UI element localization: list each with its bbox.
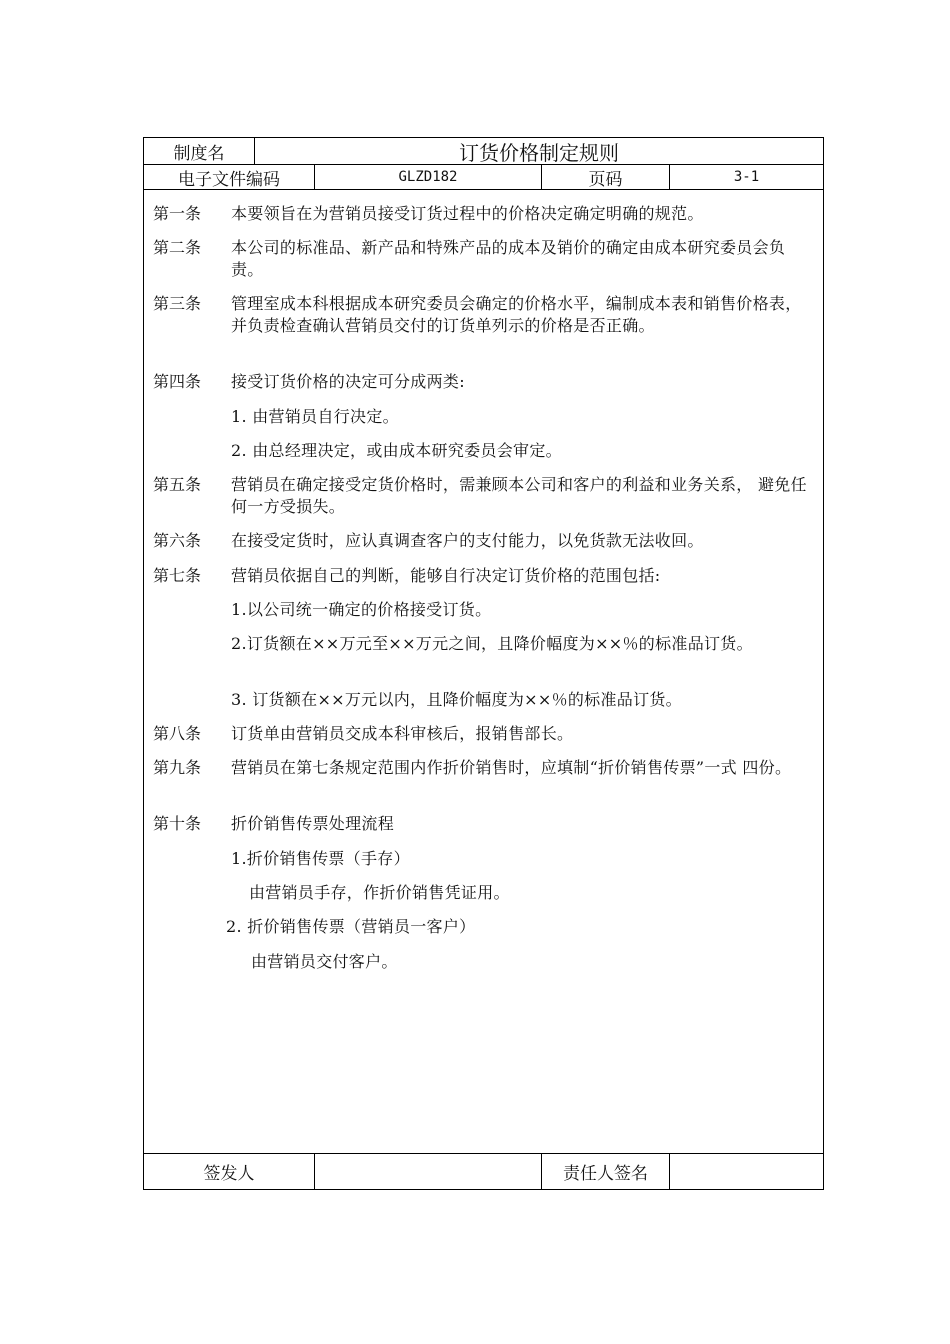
article-label: 第八条 (153, 724, 202, 743)
article-label: 第十条 (153, 814, 202, 833)
article-label: 第九条 (153, 758, 202, 777)
responsible-signature-field (669, 1154, 823, 1189)
issuer-label: 签发人 (203, 1164, 255, 1184)
header-row-title (144, 138, 823, 165)
article-text: 营销员在第七条规定范围内作折价销售时，应填制“折价销售传票”一式 四份。 (231, 758, 792, 777)
page-number: 3-1 (669, 165, 823, 189)
article-text: 本公司的标准品、新产品和特殊产品的成本及销价的确定由成本研究委员会负责。 (231, 238, 786, 279)
article-label: 第六条 (153, 531, 202, 550)
issuer-field (314, 1154, 541, 1189)
article-text: 营销员在确定接受定货价格时，需兼顾本公司和客户的利益和业务关系， 避免任何一方受损失。 (231, 475, 807, 516)
article-label: 第五条 (153, 475, 202, 494)
list-item: 2. 由总经理决定，或由成本研究委员会审定。 (231, 441, 562, 460)
article-label: 第七条 (153, 566, 202, 585)
document-body (144, 194, 823, 1154)
signature-row (144, 1153, 823, 1189)
list-item: 1.以公司统一确定的价格接受订货。 (231, 600, 492, 619)
article-label: 第二条 (153, 238, 202, 257)
header-row-meta (144, 165, 823, 190)
list-item: 由营销员交付客户。 (251, 952, 398, 971)
regulation-document (143, 137, 824, 1190)
article-label: 第四条 (153, 372, 202, 391)
system-name-label: 制度名 (173, 143, 225, 164)
article-text: 折价销售传票处理流程 (231, 814, 395, 833)
article-text: 本要领旨在为营销员接受订货过程中的价格决定确定明确的规范。 (231, 204, 704, 223)
list-item: 1. 由营销员自行决定。 (231, 407, 399, 426)
page-label: 页码 (541, 165, 669, 189)
article-text: 营销员依据自己的判断，能够自行决定订货价格的范围包括: (231, 566, 661, 585)
file-code-label: 电子文件编码 (178, 169, 280, 190)
responsible-signature-label: 责任人签名 (541, 1154, 669, 1189)
list-item: 2.订货额在××万元至××万元之间，且降价幅度为××％的标准品订货。 (231, 634, 753, 653)
list-item: 由营销员手存，作折价销售凭证用。 (249, 883, 510, 902)
list-item: 1.折价销售传票（手存） (231, 849, 410, 868)
document-title: 订货价格制定规则 (254, 138, 823, 164)
list-item: 2. 折价销售传票（营销员一客户） (226, 917, 476, 936)
article-text: 在接受定货时，应认真调查客户的支付能力，以免货款无法收回。 (231, 531, 704, 550)
list-item: 3. 订货额在××万元以内，且降价幅度为××％的标准品订货。 (231, 690, 682, 709)
article-label: 第一条 (153, 204, 202, 223)
file-code-value: GLZD182 (314, 165, 541, 189)
article-text: 接受订货价格的决定可分成两类: (231, 372, 465, 391)
article-text: 订货单由营销员交成本科审核后，报销售部长。 (231, 724, 574, 743)
article-label: 第三条 (153, 294, 202, 313)
article-text: 管理室成本科根据成本研究委员会确定的价格水平，编制成本表和销售价格表，并负责检查确认营销员交付的订货单列示的价格是否正确。 (231, 294, 802, 335)
